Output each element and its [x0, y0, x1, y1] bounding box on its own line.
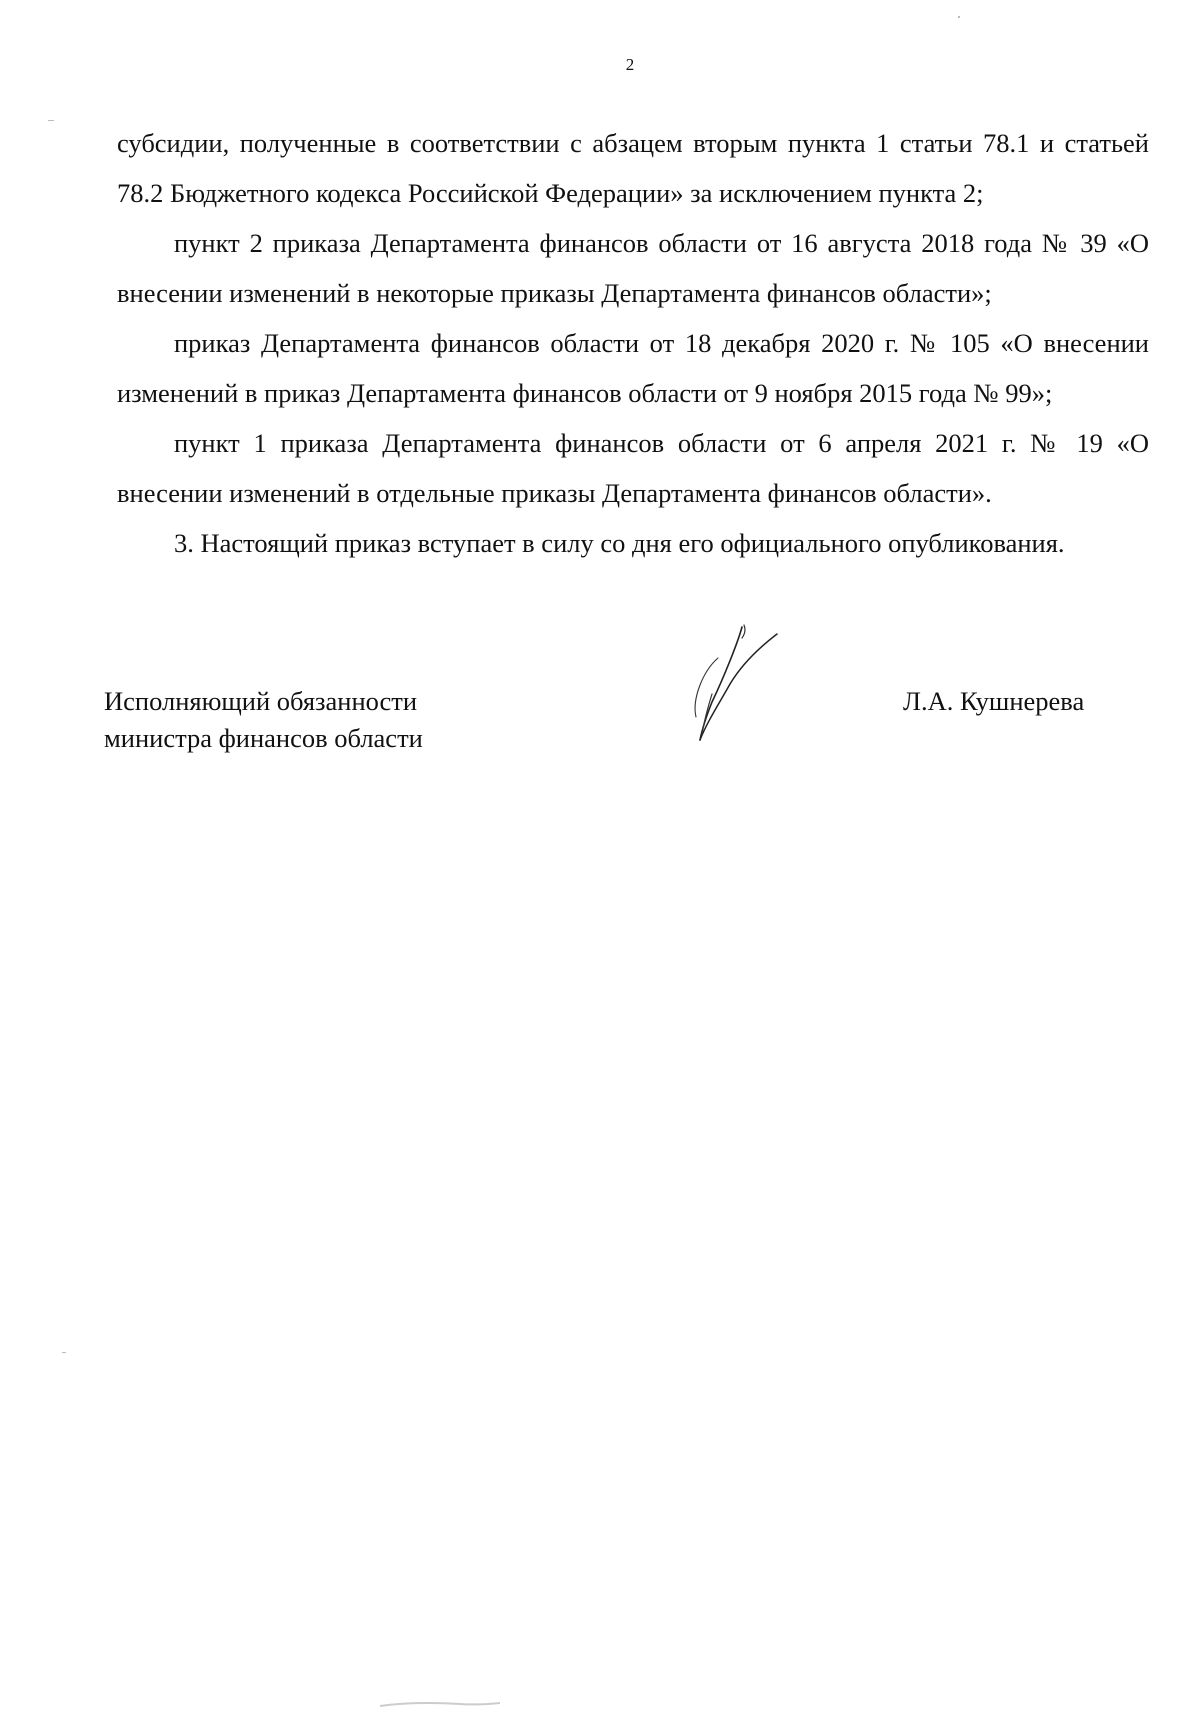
paragraph-effective-date: 3. Настоящий приказ вступает в силу со дня его официального опубликования. — [174, 528, 1065, 558]
signatory-position-line2: министра финансов области — [104, 723, 423, 753]
signatory-name: Л.А. Кушнерева — [903, 686, 1085, 716]
page-number: 2 — [625, 55, 635, 74]
paragraph-item-order-105: приказ Департамента финансов области от 18 декабря 2020 г. № 105 «О внесении изменений в приказ Департамента финансов области от 9 ноября 2015 года № 99»; — [117, 328, 1149, 408]
paragraph-item-order-39: пункт 2 приказа Департамента финансов области от 16 августа 2018 года № 39 «О внесении изменений в некоторые приказы Департамента финансов области»; — [117, 228, 1149, 308]
document-body — [117, 118, 1149, 568]
signatory-position-line1: Исполняющий обязанности — [104, 686, 418, 716]
scan-artifact — [380, 1700, 500, 1708]
paragraph-item-order-19: пункт 1 приказа Департамента финансов области от 6 апреля 2021 г. № 19 «О внесении изменений в отдельные приказы Департамента финансов области». — [117, 428, 1149, 508]
scan-speck — [62, 1352, 66, 1353]
paragraph-continuation: субсидии, полученные в соответствии с абзацем вторым пункта 1 статьи 78.1 и статьей 78.2 Бюджетного кодекса Российской Федерации» за исключением пункта 2; — [117, 128, 1149, 208]
scan-speck — [958, 16, 960, 18]
scan-speck — [48, 120, 54, 121]
signatory-position — [104, 683, 423, 757]
handwritten-signature — [672, 622, 782, 752]
